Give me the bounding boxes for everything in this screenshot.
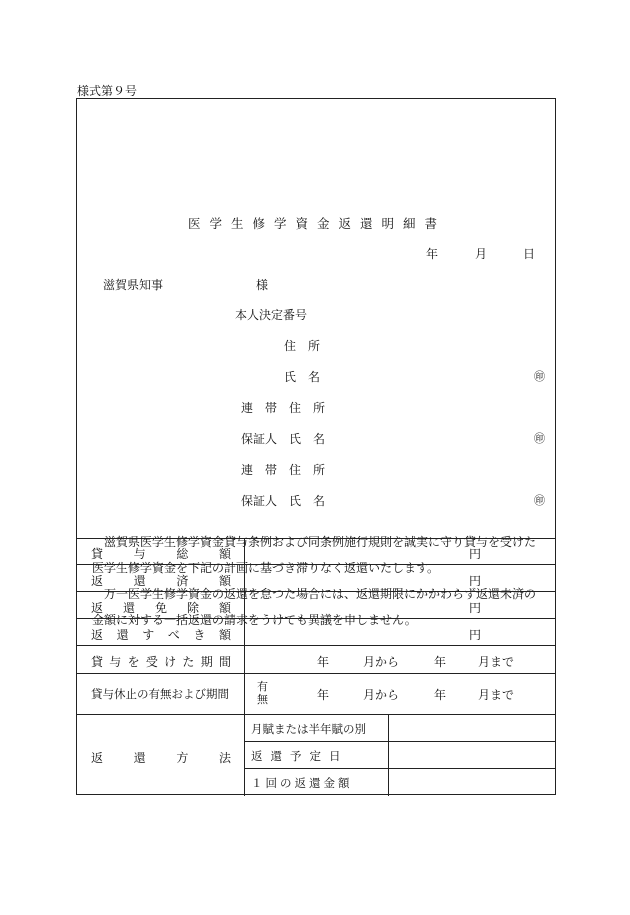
label-char: 免 [154,601,167,615]
scheduled-date-label: 返還予定日 [251,749,349,763]
period-month-start: 月から [363,655,400,669]
row-divider [77,564,555,565]
label-char: 法 [218,751,231,765]
form-number: 様式第９号 [77,84,138,98]
label-char: 額 [218,601,231,615]
guarantor1-address-label: 連 帯 住 所 [241,401,326,415]
label-char: 還 [133,574,146,588]
suspension-label: 貸与休止の有無および期間 [91,687,229,701]
label-char: 還 [133,751,146,765]
date-month: 月 [475,247,488,261]
addressee-honorific: 様 [256,278,269,292]
addressee-name: 滋賀県知事 [103,278,164,292]
label-char: 受 [145,655,158,669]
label-char: を [127,655,140,669]
choice-no: 無 [257,693,268,706]
label-char: 還 [116,628,129,642]
label-char: 返 [91,601,104,615]
label-char: 済 [176,574,189,588]
period-year-end: 年 [434,655,447,669]
applicant-address-label: 住 所 [284,339,321,353]
total-loan-label [91,545,231,562]
label-char: 額 [218,547,231,561]
label-char: 額 [218,574,231,588]
yen-unit: 円 [469,574,482,588]
repayment-method-label [91,749,231,766]
row-divider [77,591,555,592]
label-char: 間 [218,655,231,669]
row-divider [77,673,555,674]
amount-due-label [91,626,231,643]
label-char: す [142,628,155,642]
label-char: 与 [133,547,146,561]
label-char: 還 [122,601,135,615]
label-char: 方 [176,751,189,765]
row-divider [244,768,555,769]
pledge-paragraph: 滋賀県医学生修学資金貸与条例および同条例施行規則を誠実に守り貸与を受けた医学生修学資金を下記の計画に基づき滞りなく返還いたします。 [92,535,537,575]
seal-mark: ㊞ [534,432,545,445]
label-char: き [193,628,206,642]
label-char: 返 [91,574,104,588]
installment-type-label: 月賦または半年賦の別 [251,722,366,736]
label-char: た [182,655,195,669]
date-day: 日 [523,247,536,261]
suspension-month-start: 月から [363,688,400,702]
label-char: 返 [91,628,104,642]
yes-no-choice [257,680,268,706]
exempt-amount-label [91,599,231,616]
guarantor2-name-label: 保証人 氏 名 [241,494,326,508]
default-paragraph: 万一医学生修学資金の返還を怠つた場合には、返還期限にかかわらず返還未済の金額に対する一括返還の請求をうけても異議を申しません。 [92,587,537,627]
row-divider [77,714,555,715]
yen-unit: 円 [469,601,482,615]
form-frame [76,98,556,795]
decision-number-label: 本人決定番号 [235,308,308,322]
applicant-name-label: 氏 名 [284,370,321,384]
label-char: 返 [91,751,104,765]
row-divider [77,645,555,646]
date-year: 年 [426,247,439,261]
yen-unit: 円 [469,547,482,561]
row-divider [77,618,555,619]
repaid-amount-label [91,572,231,589]
guarantor1-name-label: 保証人 氏 名 [241,432,326,446]
label-char: 除 [186,601,199,615]
seal-mark: ㊞ [534,370,545,383]
label-char: 期 [200,655,213,669]
suspension-year-start: 年 [317,688,330,702]
suspension-year-end: 年 [434,688,447,702]
column-divider [244,538,245,796]
yen-unit: 円 [469,628,482,642]
seal-mark: ㊞ [534,494,545,507]
suspension-month-end: 月まで [478,688,515,702]
loan-period-label [91,653,231,670]
period-month-end: 月まで [478,655,515,669]
label-char: べ [167,628,180,642]
column-divider [388,714,389,796]
label-char: 貸 [91,547,104,561]
label-char: け [164,655,177,669]
table-top-border [77,538,555,539]
period-year-start: 年 [317,655,330,669]
guarantor2-address-label: 連 帯 住 所 [241,463,326,477]
label-char: 総 [176,547,189,561]
label-char: 貸 [91,655,104,669]
label-char: 与 [109,655,122,669]
row-divider [244,741,555,742]
per-payment-amount-label: １回の返還金額 [251,776,353,790]
label-char: 額 [218,628,231,642]
form-title: 医学生修学資金返還明細書 [187,216,446,231]
choice-yes: 有 [257,680,268,693]
